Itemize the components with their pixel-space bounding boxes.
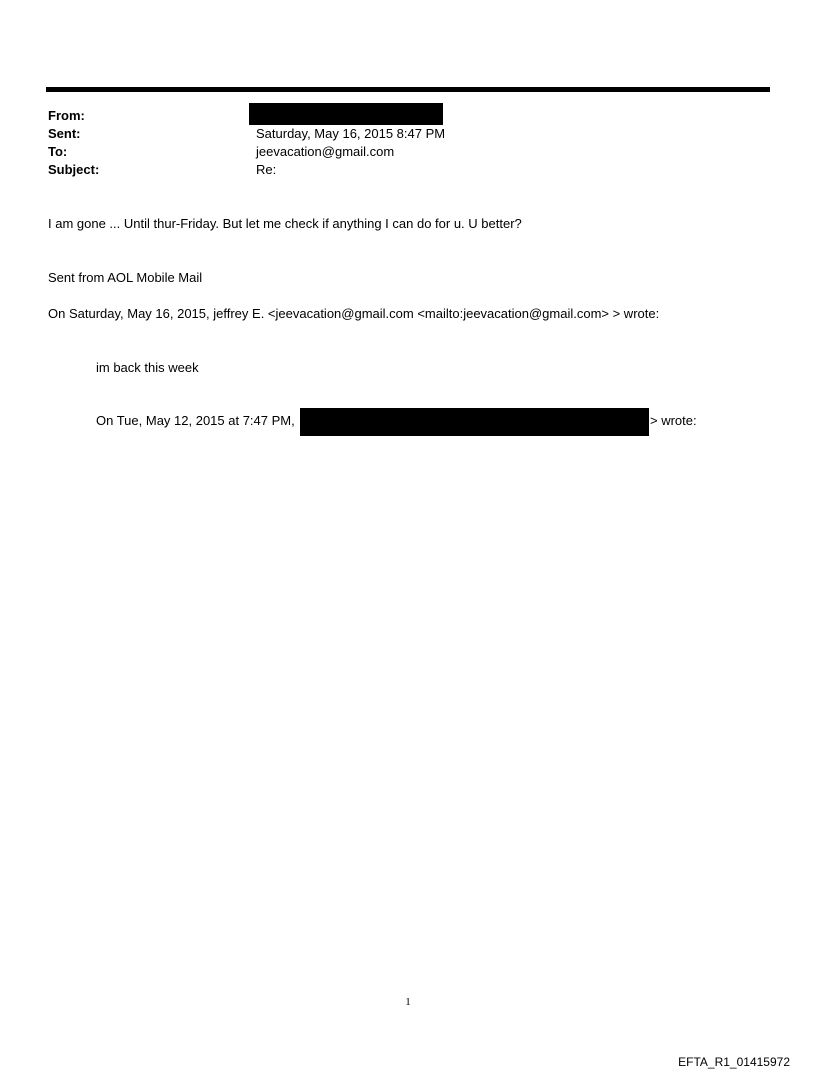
quoted-body: im back this week [96, 360, 199, 375]
quote-header: On Saturday, May 16, 2015, jeffrey E. <jeevacation@gmail.com <mailto:jeevacation@gmail.com> > wrote: [48, 306, 660, 321]
nested-quote-prefix: On Tue, May 12, 2015 at 7:47 PM, [96, 413, 295, 428]
to-label: To: [48, 144, 68, 159]
nested-sender-redaction [300, 408, 649, 436]
mobile-signature: Sent from AOL Mobile Mail [48, 270, 203, 285]
from-redaction [249, 103, 443, 125]
subject-label: Subject: [48, 162, 100, 177]
page-number: 1 [405, 996, 411, 1008]
nested-quote-header [96, 412, 295, 430]
from-label: From: [48, 108, 85, 123]
subject-value: Re: [256, 162, 277, 177]
to-value: jeevacation@gmail.com [256, 144, 395, 159]
header-divider [46, 87, 770, 92]
sent-value: Saturday, May 16, 2015 8:47 PM [256, 126, 446, 141]
sent-label: Sent: [48, 126, 81, 141]
message-body: I am gone ... Until thur-Friday. But let me check if anything I can do for u. U better? [48, 216, 522, 231]
bates-number: EFTA_R1_01415972 [678, 1055, 790, 1069]
nested-quote-suffix: > wrote: [650, 413, 697, 428]
